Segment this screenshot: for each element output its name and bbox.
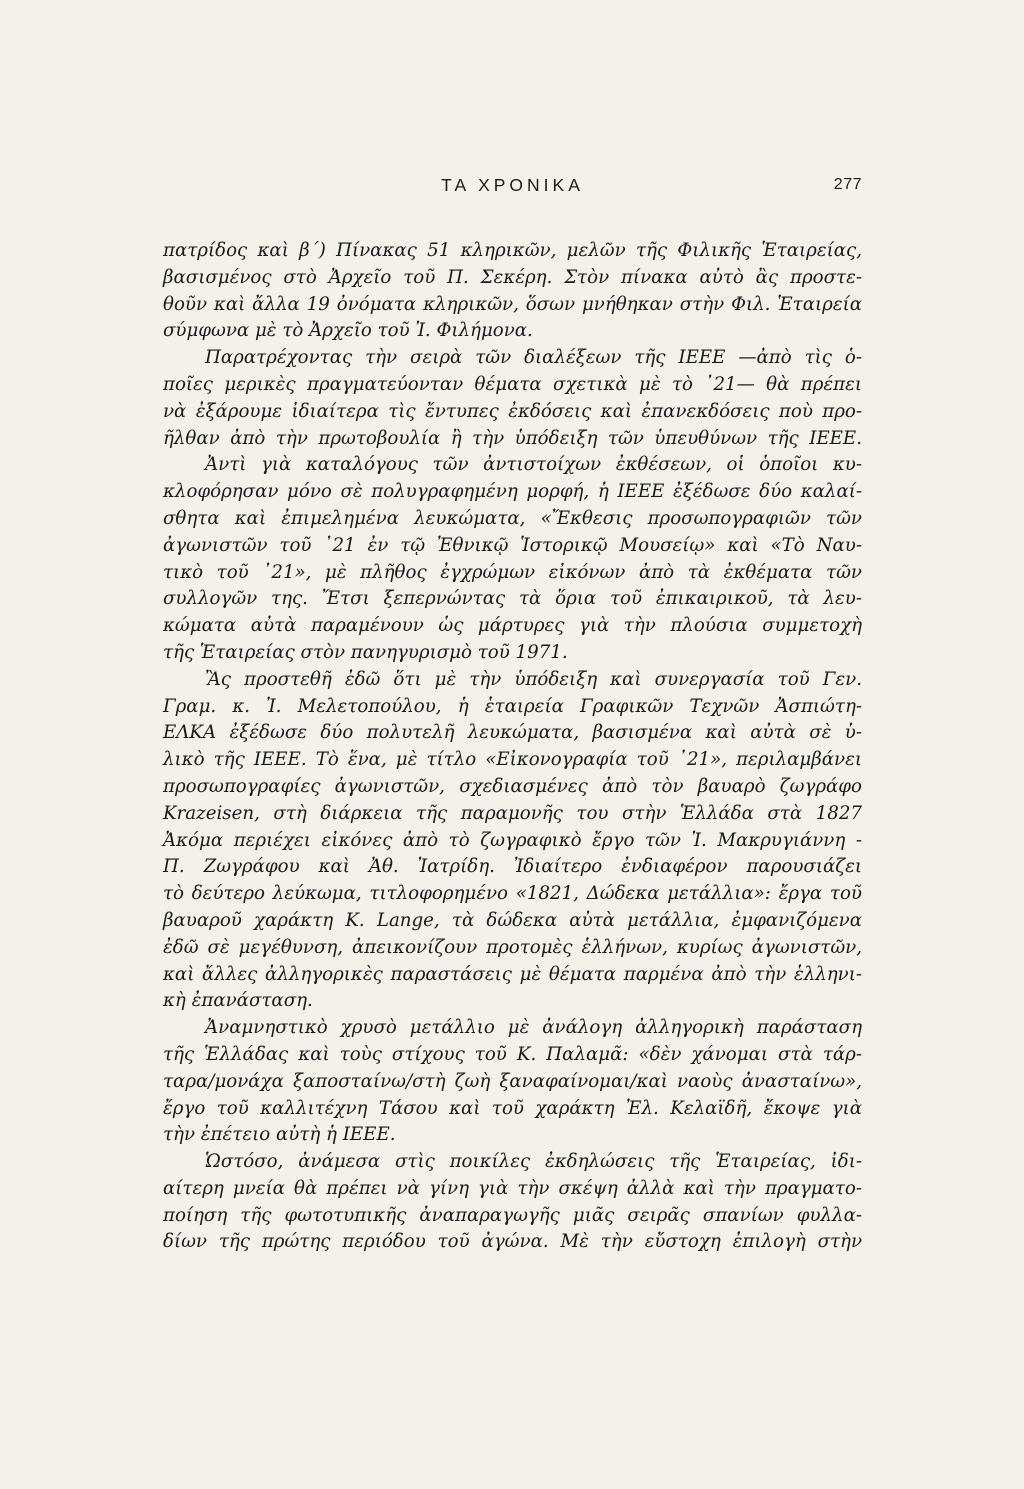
text-line: καὶ ἄλλες ἀλληγορικὲς παραστάσεις μὲ θέματα παρμένα ἀπὸ τὴν ἑλληνι- [163, 963, 862, 985]
text-line: πατρίδος καὶ β΄) Πίνακας 51 κληρικῶν, μελῶν τῆς Φιλικῆς Ἑταιρείας, [163, 240, 862, 261]
text-line: Ἀντὶ γιὰ καταλόγους τῶν ἀντιστοίχων ἐκθέσεων, οἱ ὁποῖοι κυ- [205, 454, 862, 476]
text-line: ταρα/μονάχα ξαποσταίνω/στὴ ζωὴ ξαναφαίνομαι/καὶ ναοὺς ἀνασταίνω», [163, 1070, 862, 1092]
text-line: Ἀκόμα περιέχει εἰκόνες ἀπὸ τὸ ζωγραφικὸ ἔργο τῶν Ἰ. Μακρυγιάννη - [163, 829, 862, 851]
text-line: βασισμένος στὸ Ἀρχεῖο τοῦ Π. Σεκέρη. Στὸν πίνακα αὐτὸ ἂς προστε- [163, 266, 862, 288]
text-line: νὰ ἐξάρουμε ἰδιαίτερα τὶς ἔντυπες ἐκδόσεις καὶ ἐπανεκδόσεις ποὺ προ- [163, 400, 862, 422]
text-line: θοῦν καὶ ἄλλα 19 ὀνόματα κληρικῶν, ὅσων μνήθηκαν στὴν Φιλ. Ἑταιρεία [163, 293, 862, 315]
text-line: βαυαροῦ χαράκτη K. Lange, τὰ δώδεκα αὐτὰ μετάλλια, ἐμφανιζόμενα [163, 909, 862, 931]
text-line: τὸ δεύτερο λεύκωμα, τιτλοφορημένο «1821, Δώδεκα μετάλλια»: ἔργα τοῦ [163, 883, 862, 905]
text-line: αίτερη μνεία θὰ πρέπει νὰ γίνη γιὰ τὴν σκέψη ἀλλὰ καὶ τὴν πραγματο- [163, 1177, 862, 1199]
text-line: ῆλθαν ἀπὸ τὴν πρωτοβουλία ἢ τὴν ὑπόδειξη τῶν ὑπευθύνων τῆς ΙΕΕΕ. [163, 427, 862, 449]
text-line: ἔργο τοῦ καλλιτέχνη Τάσου καὶ τοῦ χαράκτη Ἐλ. Κελαϊδῆ, ἔκοψε γιὰ [163, 1097, 862, 1119]
text-line: λικὸ τῆς ΙΕΕΕ. Τὸ ἕνα, μὲ τίτλο «Εἰκονογραφία τοῦ ᾽21», περιλαμβάνει [163, 749, 862, 771]
text-line: ποίηση τῆς φωτοτυπικῆς ἀναπαραγωγῆς μιᾶς σειρᾶς σπανίων φυλλα- [163, 1204, 862, 1226]
text-line: συλλογῶν της. Ἔτσι ξεπερνώντας τὰ ὅρια τοῦ ἐπικαιρικοῦ, τὰ λευ- [163, 588, 862, 610]
text-line: κώματα αὐτὰ παραμένουν ὡς μάρτυρες γιὰ τὴν πλούσια συμμετοχὴ [163, 615, 862, 637]
page-number: 277 [833, 176, 862, 193]
text-line: τῆς Ἑταιρείας στὸν πανηγυρισμὸ τοῦ 1971. [163, 641, 568, 663]
text-line: σθητα καὶ ἐπιμελημένα λευκώματα, «Ἔκθεσις προσωπογραφιῶν τῶν [163, 507, 862, 529]
body-text [163, 238, 862, 1256]
text-line: σύμφωνα μὲ τὸ Ἀρχεῖο τοῦ Ἰ. Φιλήμονα. [163, 320, 533, 342]
text-line: ΕΛΚΑ ἐξέδωσε δύο πολυτελῆ λευκώματα, βασισμένα καὶ αὐτὰ σὲ ὑ- [163, 722, 862, 744]
text-line: κὴ ἐπανάσταση. [163, 990, 313, 1012]
text-line: Krazeisen, στὴ διάρκεια τῆς παραμονῆς του στὴν Ἑλλάδα στὰ 1827 [163, 802, 862, 824]
text-line: προσωπογραφίες ἀγωνιστῶν, σχεδιασμένες ἀπὸ τὸν βαυαρὸ ζωγράφο [163, 775, 862, 797]
text-line: Γραμ. κ. Ἰ. Μελετοπούλου, ἡ ἑταιρεία Γραφικῶν Τεχνῶν Ἀσπιώτη- [163, 695, 862, 717]
text-line: ἀγωνιστῶν τοῦ ᾽21 ἐν τῷ Ἐθνικῷ Ἱστορικῷ Μουσείῳ» καὶ «Τὸ Ναυ- [163, 534, 862, 556]
text-line: Ἀναμνηστικὸ χρυσὸ μετάλλιο μὲ ἀνάλογη ἀλληγορικὴ παράσταση [205, 1017, 862, 1039]
text-line: τὴν ἐπέτειο αὐτὴ ἡ ΙΕΕΕ. [163, 1124, 396, 1146]
text-line: Ἂς προστεθῆ ἐδῶ ὅτι μὲ τὴν ὑπόδειξη καὶ συνεργασία τοῦ Γεν. [205, 668, 862, 690]
text-line: Π. Ζωγράφου καὶ Ἀθ. Ἰατρίδη. Ἰδιαίτερο ἐνδιαφέρον παρουσιάζει [163, 856, 862, 878]
text-line: ποῖες μερικὲς πραγματεύονταν θέματα σχετικὰ μὲ τὸ ᾽21— θὰ πρέπει [163, 373, 862, 395]
text-line: Ὡστόσο, ἀνάμεσα στὶς ποικίλες ἐκδηλώσεις τῆς Ἑταιρείας, ἰδι- [205, 1151, 862, 1173]
text-line: ἐδῶ σὲ μεγέθυνση, ἀπεικονίζουν προτομὲς ἑλλήνων, κυρίως ἀγωνιστῶν, [163, 936, 862, 958]
running-title: ΤΑ ΧΡΟΝΙΚΑ [441, 175, 584, 195]
text-line: τικὸ τοῦ ᾽21», μὲ πλῆθος ἐγχρώμων εἰκόνων ἀπὸ τὰ ἐκθέματα τῶν [163, 561, 862, 583]
page-header [163, 172, 862, 202]
text-line: κλοφόρησαν μόνο σὲ πολυγραφημένη μορφή, ἡ ΙΕΕΕ ἐξέδωσε δύο καλαί- [163, 481, 862, 503]
text-line: Παρατρέχοντας τὴν σειρὰ τῶν διαλέξεων τῆς ΙΕΕΕ —ἀπὸ τὶς ὁ- [205, 347, 862, 369]
text-line: δίων τῆς πρώτης περιόδου τοῦ ἀγώνα. Μὲ τὴν εὔστοχη ἐπιλογὴ στὴν [163, 1231, 862, 1253]
text-line: τῆς Ἑλλάδας καὶ τοὺς στίχους τοῦ Κ. Παλαμᾶ: «δὲν χάνομαι στὰ τάρ- [163, 1043, 862, 1065]
